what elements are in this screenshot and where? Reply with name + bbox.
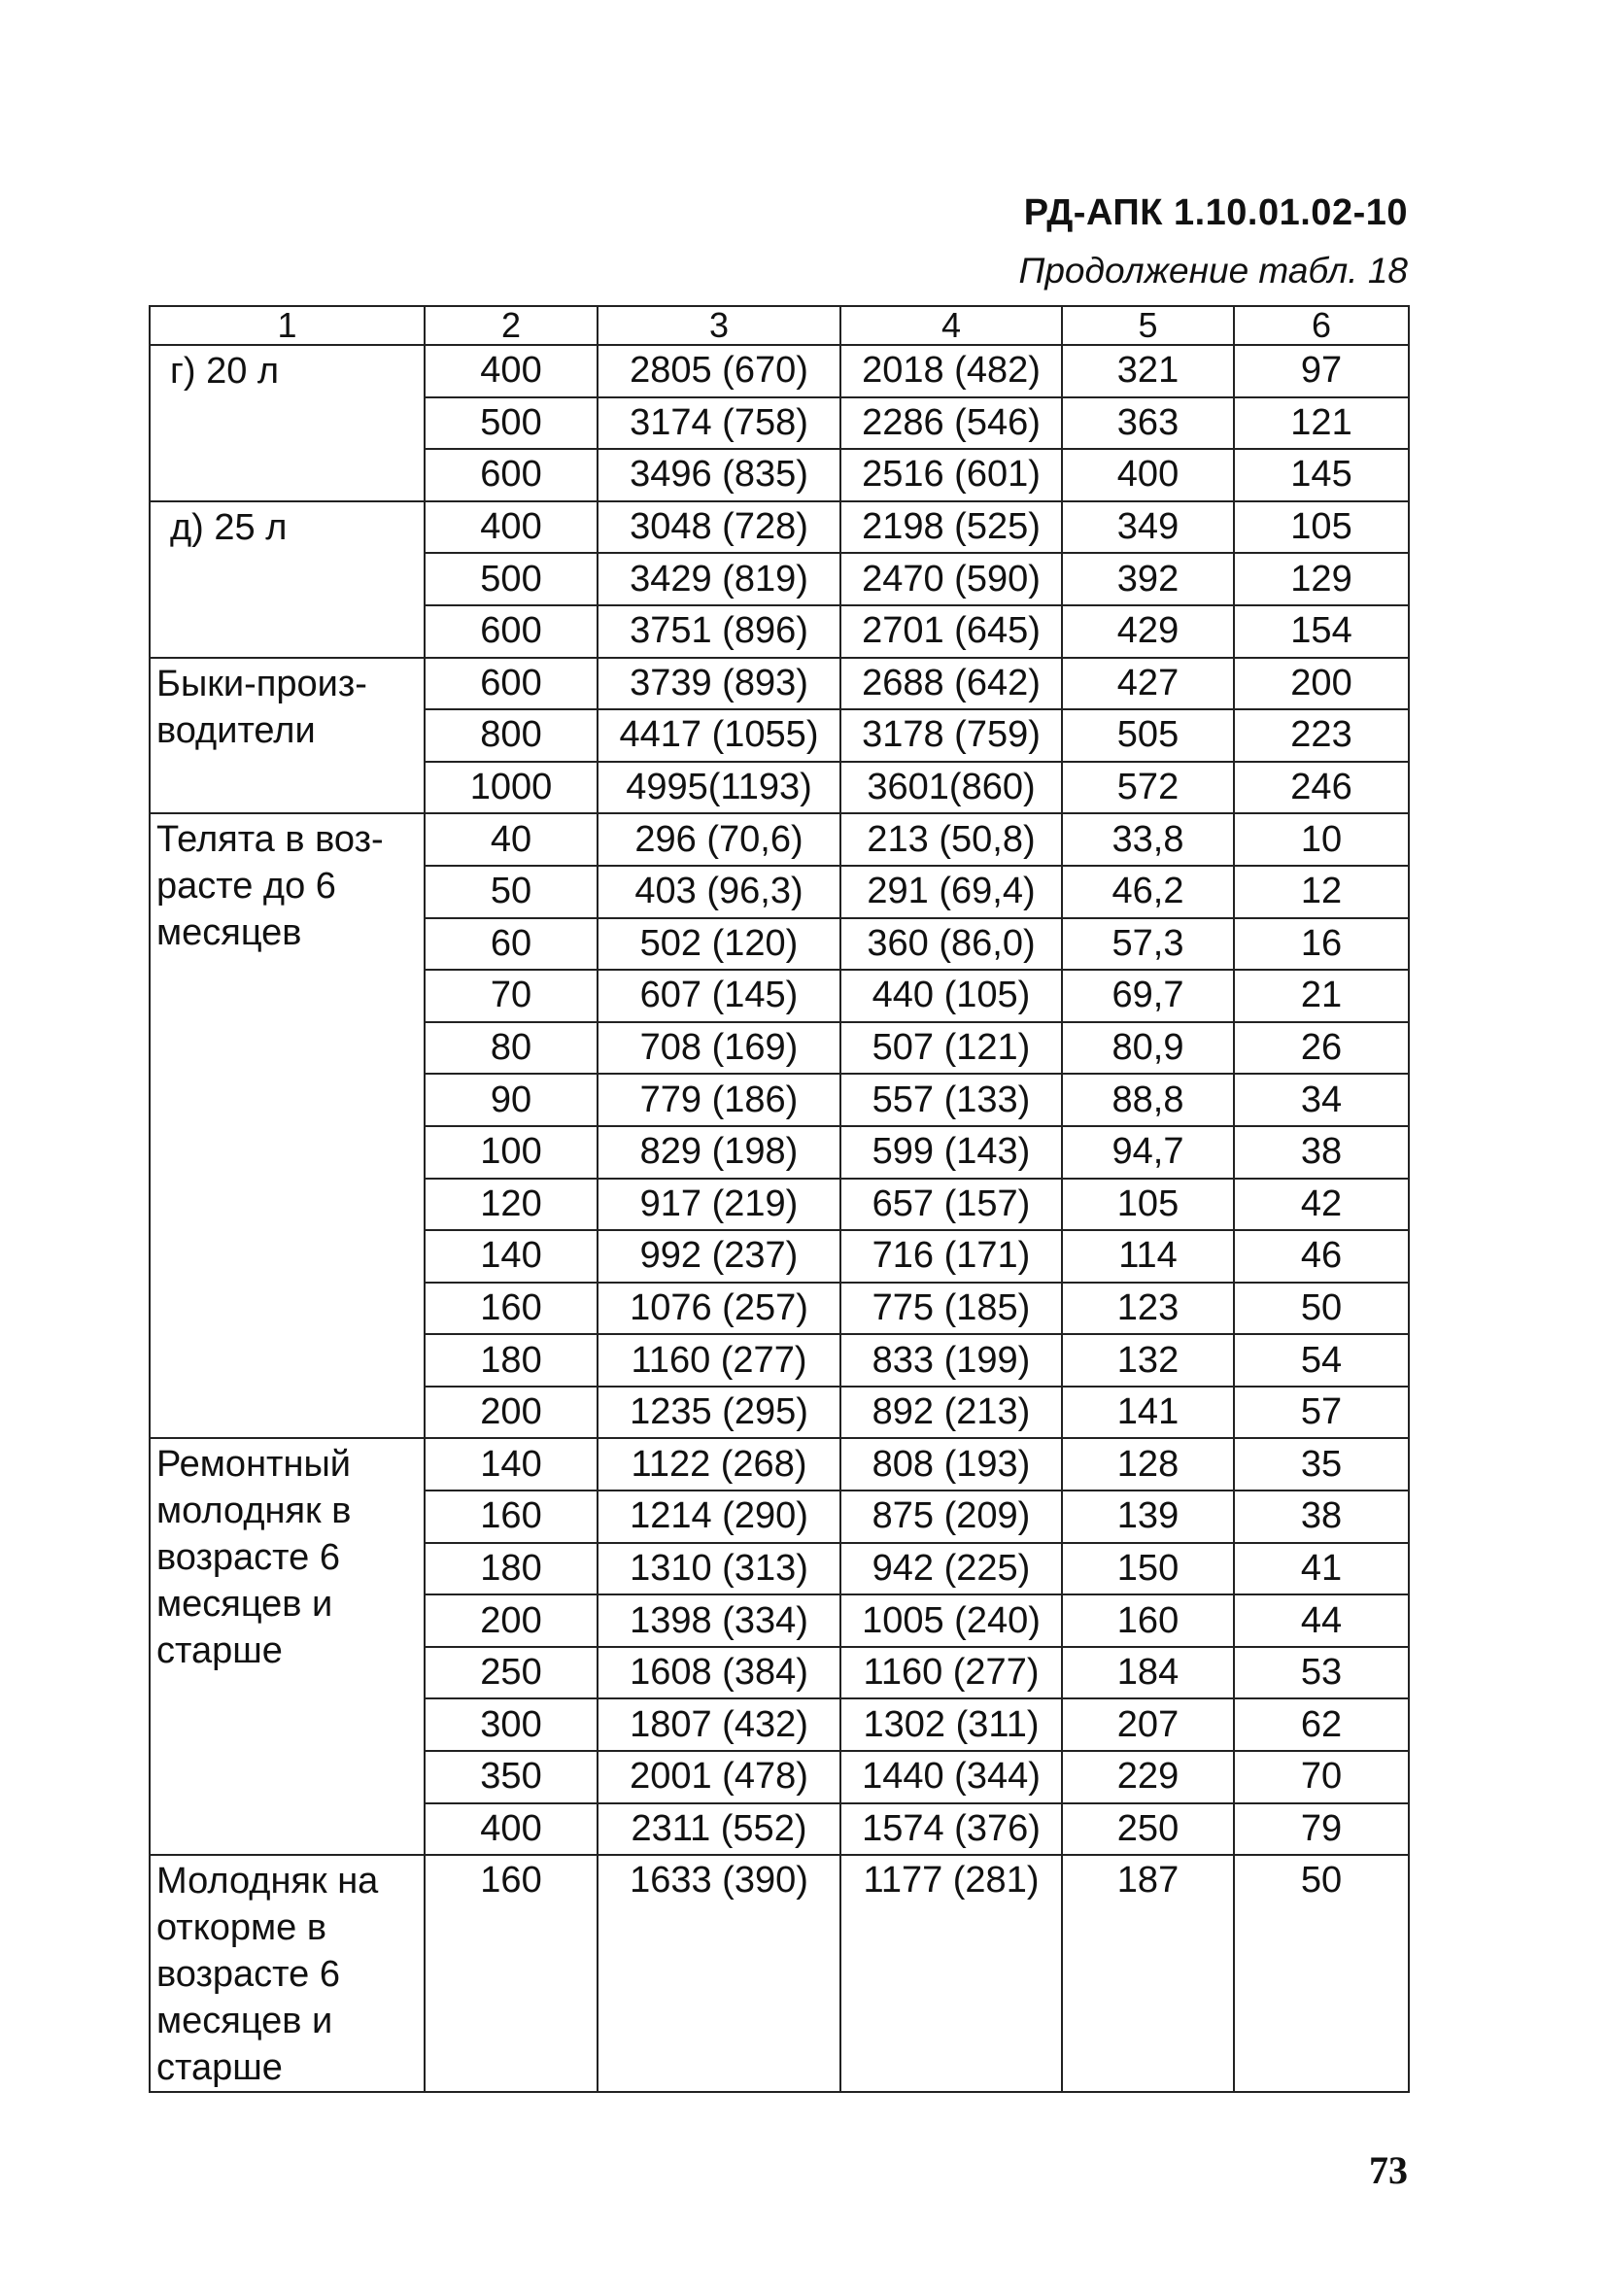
table-cell: 50	[1234, 1855, 1409, 2092]
table-row	[150, 345, 1409, 397]
table-cell: 3496 (835)	[598, 449, 840, 501]
table-cell: 2286 (546)	[840, 397, 1062, 450]
table-cell: 1574 (376)	[840, 1803, 1062, 1856]
table-cell: 53	[1234, 1647, 1409, 1699]
table-cell: 400	[425, 345, 598, 397]
table-cell: 708 (169)	[598, 1022, 840, 1075]
table-cell: 2688 (642)	[840, 658, 1062, 710]
table-cell: 105	[1062, 1179, 1234, 1231]
table-cell: 42	[1234, 1179, 1409, 1231]
table-cell: 1177 (281)	[840, 1855, 1062, 2092]
table-cell: 69,7	[1062, 970, 1234, 1022]
table-cell: 38	[1234, 1126, 1409, 1179]
table-cell: 38	[1234, 1491, 1409, 1543]
column-header: 1	[150, 306, 425, 345]
table-cell: 3601(860)	[840, 762, 1062, 814]
table-cell: 223	[1234, 709, 1409, 762]
column-header: 3	[598, 306, 840, 345]
table-cell: 779 (186)	[598, 1074, 840, 1126]
table-cell: 34	[1234, 1074, 1409, 1126]
table-cell: 1122 (268)	[598, 1438, 840, 1491]
table-cell: 200	[1234, 658, 1409, 710]
table-cell: 3048 (728)	[598, 501, 840, 554]
table-cell: 21	[1234, 970, 1409, 1022]
category-cell: Молодняк на откорме в возрасте 6 месяцев и старше	[150, 1855, 425, 2092]
table-cell: 80	[425, 1022, 598, 1075]
column-number-row	[150, 306, 1409, 345]
table-cell: 291 (69,4)	[840, 866, 1062, 918]
table-cell: 808 (193)	[840, 1438, 1062, 1491]
table-cell: 300	[425, 1698, 598, 1751]
table-cell: 716 (171)	[840, 1230, 1062, 1283]
table-cell: 141	[1062, 1387, 1234, 1439]
table-cell: 160	[425, 1491, 598, 1543]
table-cell: 440 (105)	[840, 970, 1062, 1022]
column-header: 4	[840, 306, 1062, 345]
table-cell: 123	[1062, 1283, 1234, 1335]
table-cell: 360 (86,0)	[840, 918, 1062, 971]
table-cell: 246	[1234, 762, 1409, 814]
table-cell: 917 (219)	[598, 1179, 840, 1231]
table-cell: 321	[1062, 345, 1234, 397]
table-cell: 50	[1234, 1283, 1409, 1335]
table-cell: 250	[1062, 1803, 1234, 1856]
table-cell: 400	[1062, 449, 1234, 501]
table-cell: 1214 (290)	[598, 1491, 840, 1543]
table-cell: 557 (133)	[840, 1074, 1062, 1126]
document-code: РД-АПК 1.10.01.02-10	[1023, 192, 1408, 233]
table-cell: 80,9	[1062, 1022, 1234, 1075]
table-cell: 160	[1062, 1594, 1234, 1647]
table-row	[150, 1438, 1409, 1491]
page-number: 73	[1369, 2148, 1408, 2192]
table-cell: 892 (213)	[840, 1387, 1062, 1439]
table-cell: 145	[1234, 449, 1409, 501]
table-cell: 2311 (552)	[598, 1803, 840, 1856]
table-cell: 128	[1062, 1438, 1234, 1491]
table-cell: 1807 (432)	[598, 1698, 840, 1751]
table-cell: 400	[425, 501, 598, 554]
table-cell: 184	[1062, 1647, 1234, 1699]
table-cell: 875 (209)	[840, 1491, 1062, 1543]
table-cell: 829 (198)	[598, 1126, 840, 1179]
table-cell: 121	[1234, 397, 1409, 450]
table-cell: 1398 (334)	[598, 1594, 840, 1647]
table-cell: 1160 (277)	[840, 1647, 1062, 1699]
table-cell: 16	[1234, 918, 1409, 971]
table-cell: 392	[1062, 553, 1234, 605]
table-cell: 1076 (257)	[598, 1283, 840, 1335]
table-cell: 349	[1062, 501, 1234, 554]
table-cell: 70	[425, 970, 598, 1022]
table-cell: 1608 (384)	[598, 1647, 840, 1699]
table-cell: 2001 (478)	[598, 1751, 840, 1803]
table-cell: 35	[1234, 1438, 1409, 1491]
table-cell: 2470 (590)	[840, 553, 1062, 605]
table-cell: 62	[1234, 1698, 1409, 1751]
table-cell: 200	[425, 1387, 598, 1439]
table-cell: 132	[1062, 1334, 1234, 1387]
table-cell: 500	[425, 397, 598, 450]
table-cell: 160	[425, 1283, 598, 1335]
table-cell: 500	[425, 553, 598, 605]
table-cell: 3174 (758)	[598, 397, 840, 450]
table-cell: 1235 (295)	[598, 1387, 840, 1439]
table-cell: 150	[1062, 1543, 1234, 1595]
table-cell: 2018 (482)	[840, 345, 1062, 397]
table-cell: 90	[425, 1074, 598, 1126]
table-cell: 10	[1234, 813, 1409, 866]
table-cell: 2198 (525)	[840, 501, 1062, 554]
table-cell: 50	[425, 866, 598, 918]
table-cell: 942 (225)	[840, 1543, 1062, 1595]
table-cell: 3429 (819)	[598, 553, 840, 605]
table-continuation-caption: Продолжение табл. 18	[1018, 251, 1408, 291]
table-cell: 572	[1062, 762, 1234, 814]
table-cell: 94,7	[1062, 1126, 1234, 1179]
table-cell: 507 (121)	[840, 1022, 1062, 1075]
table-cell: 2701 (645)	[840, 605, 1062, 658]
table-cell: 2805 (670)	[598, 345, 840, 397]
table-cell: 2516 (601)	[840, 449, 1062, 501]
table-cell: 129	[1234, 553, 1409, 605]
table-cell: 600	[425, 658, 598, 710]
table-cell: 60	[425, 918, 598, 971]
table-cell: 3751 (896)	[598, 605, 840, 658]
column-header: 5	[1062, 306, 1234, 345]
table-cell: 1310 (313)	[598, 1543, 840, 1595]
table-cell: 229	[1062, 1751, 1234, 1803]
table-cell: 180	[425, 1334, 598, 1387]
table-cell: 70	[1234, 1751, 1409, 1803]
table-cell: 427	[1062, 658, 1234, 710]
table-cell: 207	[1062, 1698, 1234, 1751]
data-table	[149, 305, 1410, 2093]
table-cell: 114	[1062, 1230, 1234, 1283]
table-cell: 3739 (893)	[598, 658, 840, 710]
table-cell: 26	[1234, 1022, 1409, 1075]
table-cell: 88,8	[1062, 1074, 1234, 1126]
table-cell: 502 (120)	[598, 918, 840, 971]
table-cell: 140	[425, 1438, 598, 1491]
table-cell: 120	[425, 1179, 598, 1231]
category-cell: Телята в воз-расте до 6 месяцев	[150, 813, 425, 1438]
table-cell: 160	[425, 1855, 598, 2092]
table-cell: 46,2	[1062, 866, 1234, 918]
table-cell: 105	[1234, 501, 1409, 554]
category-cell: Быки-произ-водители	[150, 658, 425, 814]
table-cell: 599 (143)	[840, 1126, 1062, 1179]
table-cell: 79	[1234, 1803, 1409, 1856]
category-cell: Ремонтный молодняк в возрасте 6 месяцев и старше	[150, 1438, 425, 1855]
table-cell: 992 (237)	[598, 1230, 840, 1283]
table-cell: 57,3	[1062, 918, 1234, 971]
table-cell: 12	[1234, 866, 1409, 918]
table-cell: 57	[1234, 1387, 1409, 1439]
table-cell: 100	[425, 1126, 598, 1179]
table-cell: 4995(1193)	[598, 762, 840, 814]
table-cell: 33,8	[1062, 813, 1234, 866]
table-cell: 3178 (759)	[840, 709, 1062, 762]
table-cell: 4417 (1055)	[598, 709, 840, 762]
table-cell: 600	[425, 605, 598, 658]
table-cell: 429	[1062, 605, 1234, 658]
table-cell: 363	[1062, 397, 1234, 450]
table-cell: 1302 (311)	[840, 1698, 1062, 1751]
table-cell: 800	[425, 709, 598, 762]
table-cell: 350	[425, 1751, 598, 1803]
table-body	[150, 345, 1409, 2092]
table-cell: 403 (96,3)	[598, 866, 840, 918]
table-row	[150, 658, 1409, 710]
table-row	[150, 1855, 1409, 2092]
table-cell: 97	[1234, 345, 1409, 397]
table-cell: 41	[1234, 1543, 1409, 1595]
table-cell: 1005 (240)	[840, 1594, 1062, 1647]
table-cell: 140	[425, 1230, 598, 1283]
table-cell: 1440 (344)	[840, 1751, 1062, 1803]
table-cell: 296 (70,6)	[598, 813, 840, 866]
table-cell: 180	[425, 1543, 598, 1595]
table-cell: 775 (185)	[840, 1283, 1062, 1335]
table-cell: 657 (157)	[840, 1179, 1062, 1231]
category-cell: г) 20 л	[150, 345, 425, 501]
table-cell: 213 (50,8)	[840, 813, 1062, 866]
category-cell: д) 25 л	[150, 501, 425, 658]
table-cell: 400	[425, 1803, 598, 1856]
table-cell: 600	[425, 449, 598, 501]
table-cell: 607 (145)	[598, 970, 840, 1022]
table-cell: 40	[425, 813, 598, 866]
table-cell: 1160 (277)	[598, 1334, 840, 1387]
table-cell: 46	[1234, 1230, 1409, 1283]
column-header: 6	[1234, 306, 1409, 345]
table-cell: 505	[1062, 709, 1234, 762]
table-cell: 187	[1062, 1855, 1234, 2092]
table-cell: 833 (199)	[840, 1334, 1062, 1387]
table-cell: 200	[425, 1594, 598, 1647]
table-row	[150, 813, 1409, 866]
table-row	[150, 501, 1409, 554]
table-cell: 154	[1234, 605, 1409, 658]
table-cell: 44	[1234, 1594, 1409, 1647]
column-header: 2	[425, 306, 598, 345]
table-cell: 250	[425, 1647, 598, 1699]
table-cell: 1000	[425, 762, 598, 814]
table-cell: 1633 (390)	[598, 1855, 840, 2092]
table-cell: 54	[1234, 1334, 1409, 1387]
table-cell: 139	[1062, 1491, 1234, 1543]
